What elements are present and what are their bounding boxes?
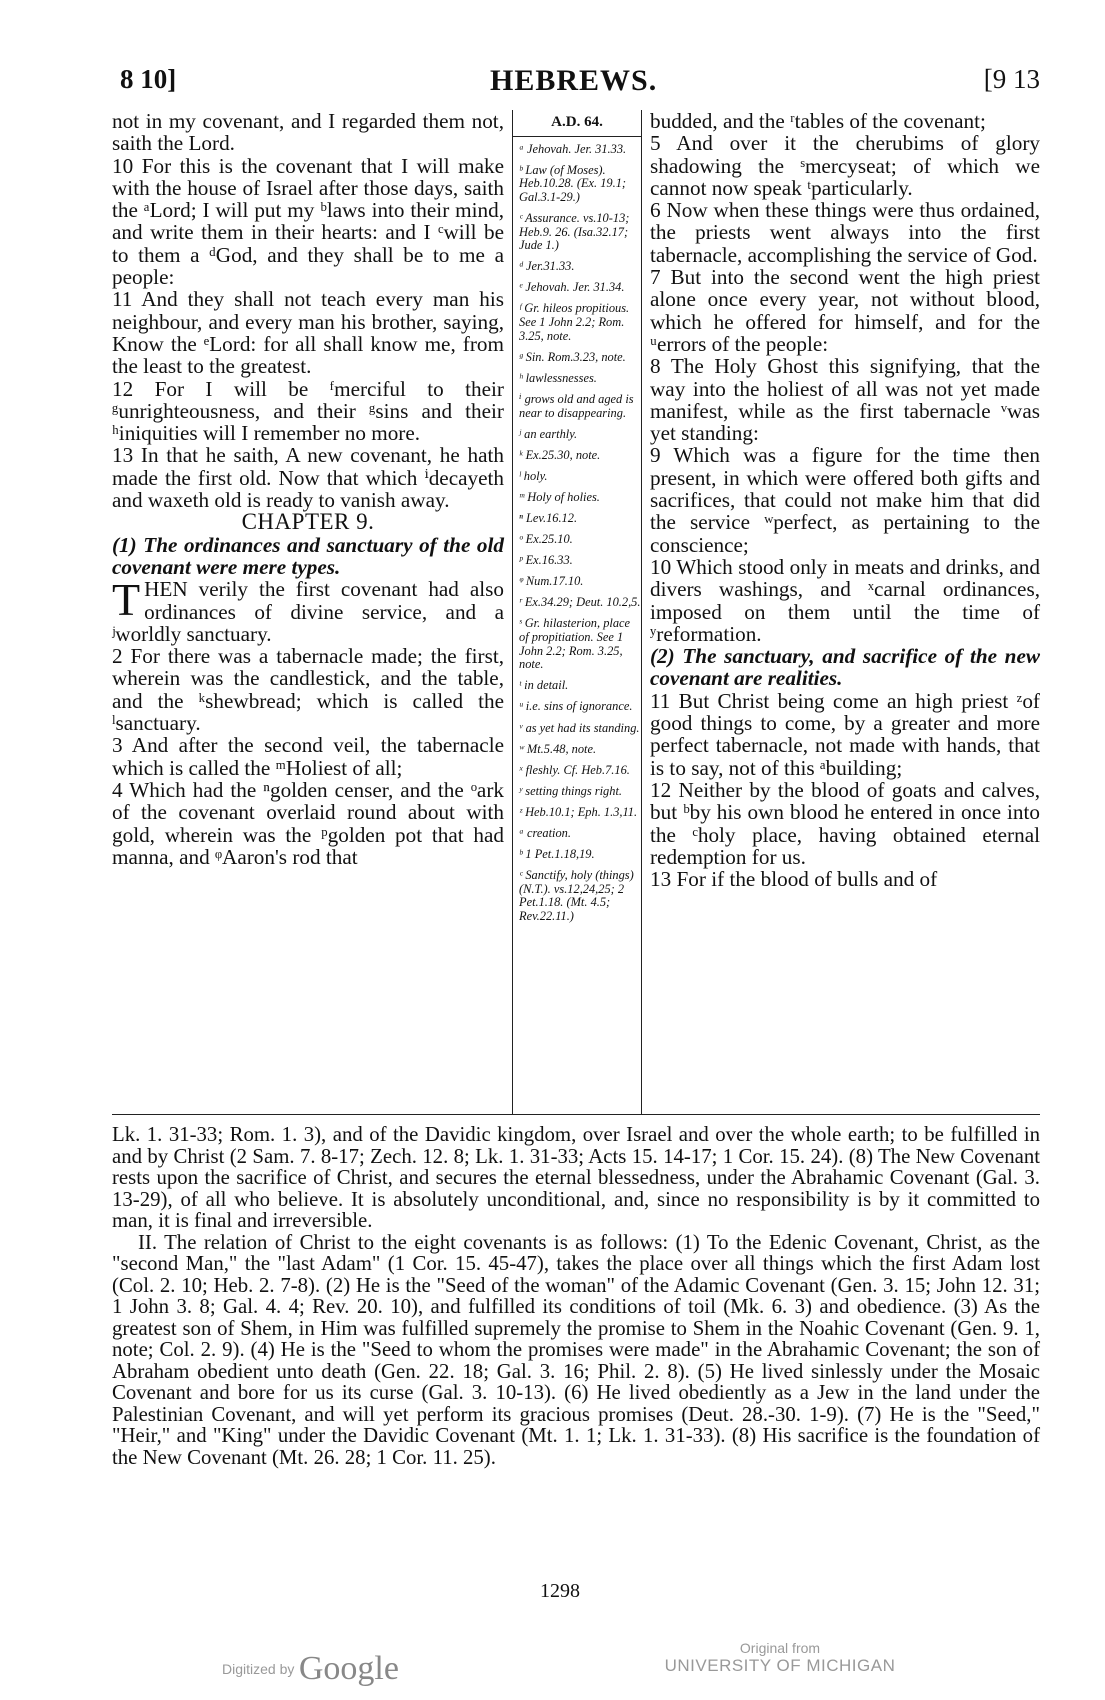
marginal-note: ᵃ Jehovah. Jer. 31.33. — [519, 141, 627, 156]
verse-paragraph: 10 For this is the covenant that I will make with the house of Israel after those days, saith the ᵃLord; I will put my ᵇlaws into their mind, and write them in their hearts: and I ᶜwill be to them a ᵈGod, and they shall be to me a people: — [112, 153, 504, 290]
verse-paragraph: 5 And over it the cherubims of glory shadowing the ˢmercyseat; of which we cannot now speak ᵗparticularly. — [650, 131, 1040, 200]
left-text-column — [112, 110, 504, 868]
drop-cap: T — [112, 574, 141, 626]
verse-paragraph: 13 In that he saith, A new covenant, he hath made the first old. Now that which ⁱdecayeth and waxeth old is ready to vanish away. — [112, 443, 504, 513]
marginal-note: ᵒ Ex.25.10. — [519, 532, 573, 547]
verse-paragraph: 3 And after the second veil, the tabernacle which is called the ᵐHoliest of all; — [112, 733, 504, 780]
section-heading: (1) The ordinances and sanctuary of the old covenant were mere types. — [112, 532, 504, 579]
marginal-note: ᶜ Assurance. vs.10-13; Heb.9. 26. (Isa.32.17; Jude 1.) — [519, 210, 630, 253]
marginal-note: ᵗ in detail. — [519, 678, 569, 693]
header-chapter-verse-right: [9 13 — [983, 64, 1040, 94]
marginal-notes-list — [519, 143, 641, 924]
marginal-note: ⁱ grows old and aged is near to disappearing. — [519, 391, 634, 420]
verse-paragraph: 8 The Holy Ghost this signifying, that the way into the holiest of all was not yet made manifest, while as the first tabernacle ᵛwas yet standing: — [650, 354, 1040, 446]
marginal-note: ˢ Gr. hilasterion, place of propitiation. See 1 John 2.2; Rom. 3.25, note. — [519, 616, 631, 672]
marginal-note: ᵐ Holy of holies. — [519, 489, 600, 504]
verse-paragraph: 4 Which had the ⁿgolden censer, and the ᵒark of the covenant overlaid round about with gold, wherein was the ᵖgolden pot that had manna, and ᵠAaron's rod that — [112, 777, 504, 869]
chapter-heading: CHAPTER 9. — [241, 509, 375, 535]
marginal-note: ⁿ Lev.16.12. — [519, 510, 578, 525]
right-text-column — [650, 110, 1040, 890]
marginal-note: ᵖ Ex.16.33. — [519, 553, 573, 568]
verse-paragraph: 12 Neither by the blood of goats and calves, but ᵇby his own blood he entered in once into the ᶜholy place, having obtained eternal redemption for us. — [650, 777, 1040, 869]
verse-paragraph: 6 Now when these things were thus ordained, the priests went always into the first tabernacle, accomplishing the service of God. — [650, 198, 1040, 267]
marginal-note: ᶻ Heb.10.1; Eph. 1.3,11. — [519, 804, 638, 819]
verse-paragraph: 13 For if the blood of bulls and of — [650, 867, 938, 892]
original-from-label: Original from — [739, 1640, 821, 1656]
verse-text: HEN verily the first covenant had also ordinances of divine service, and a ʲworldly sanctuary. — [112, 577, 504, 646]
marginal-note: ᵍ Sin. Rom.3.23, note. — [519, 349, 626, 364]
marginal-note: ˣ fleshly. Cf. Heb.7.16. — [519, 762, 630, 777]
marginal-note: ᶜ Sanctify, holy (things) (N.T.). vs.12,24,25; 2 Pet.1.18. (Mt. 4.5; Rev.22.11.) — [519, 868, 634, 923]
page-number: 1298 — [540, 1580, 580, 1602]
book-title: HEBREWS. — [490, 64, 658, 97]
header-chapter-verse-left: 8 10] — [120, 64, 177, 94]
verse-paragraph: 7 But into the second went the high priest alone once every year, not without blood, which he offered for himself, and for the ᵘerrors of the people: — [650, 265, 1040, 356]
marginal-note: ᶠ Gr. hileos propitious. See 1 John 2.2; Rom. 3.25, note. — [519, 301, 630, 343]
marginal-note: ᵛ as yet had its standing. — [519, 720, 640, 735]
marginal-note: ʷ Mt.5.48, note. — [519, 741, 597, 756]
verse-paragraph: 2 For there was a tabernacle made; the first, wherein was the candlestick, and the table, and the ᵏshewbread; which is called the ˡsanctuary. — [112, 644, 504, 736]
marginal-note: ᵈ Jer.31.33. — [519, 259, 575, 274]
running-header — [120, 64, 1040, 104]
verse-paragraph: 11 But Christ being come an high priest ᶻof good things to come, by a greater and more perfect tabernacle, not made with hands, that is to say, not of this ᵃbuilding; — [650, 688, 1040, 780]
marginal-note: ᵘ i.e. sins of ignorance. — [519, 699, 633, 714]
digitized-label: Digitized by — [222, 1661, 295, 1677]
marginal-note: ᵇ 1 Pet.1.18,19. — [519, 847, 595, 862]
marginal-note: ʳ Ex.34.29; Deut. 10.2,5. — [519, 595, 641, 610]
footnote-commentary — [112, 1124, 1040, 1468]
marginal-note: ᵏ Ex.25.30, note. — [519, 447, 601, 462]
marginal-note: ʸ setting things right. — [519, 783, 622, 798]
section-heading: (2) The sanctuary, and sacrifice of the new covenant are realities. — [650, 644, 1040, 691]
marginal-note: ᵇ Law (of Moses). Heb.10.28. (Ex. 19.1; Gal.3.1-29.) — [519, 162, 627, 204]
digitized-by-watermark — [222, 1650, 399, 1688]
text-frame — [112, 110, 1040, 1115]
verse-paragraph — [112, 574, 504, 646]
verse-paragraph: 11 And they shall not teach every man his neighbour, and every man his brother, saying, Know the ᵉLord: for all shall know me, from the least to the greatest. — [112, 287, 504, 379]
marginal-note: ʲ an earthly. — [519, 426, 578, 441]
marginal-note: ˡ holy. — [519, 468, 548, 483]
verse-paragraph: 12 For I will be ᶠmerciful to their ᵍunrighteousness, and their ᵍsins and their ʰiniquities will I remember no more. — [112, 376, 504, 446]
commentary-paragraph: II. The relation of Christ to the eight covenants is as follows: (1) To the Edenic Covenant, Christ, as the "second Man," the "last Adam" (1 Cor. 15. 45-47), takes the place over all things which the first Adam lost (Col. 2. 10; Heb. 2. 7-8). (2) He is the "Seed of the woman" of the Adamic Covenant (Gen. 3. 15; John 12. 31; 1 John 3. 8; Gal. 4. 4; Rev. 20. 10), and fulfilled its conditions of toil (Mk. 6. 3) and obedience. (3) As the greatest son of Shem, in Him was fulfilled supremely the promise to Shem in the Noahic Covenant (Gen. 9. 1, note; Col. 2. 9). (4) He is the "Seed to whom the promises were made" in the Abrahamic Covenant; the son of Abraham obedient unto death (Gen. 22. 18; Gal. 3. 16; Phil. 2. 8). (5) He lived sinlessly under the Mosaic Covenant and bore for us its curse (Gal. 3. 10-13). (6) He lived obediently as a Jew in the land under the Palestinian Covenant, and will yet perform its gracious promises (Deut. 28.-30. 1-9). (7) He is the "Seed," "Heir," and "King" under the Davidic Covenant (Mt. 1. 1; Lk. 1. 31-33). (8) His sacrifice is the foundation of the New Covenant (Mt. 26. 28; 1 Cor. 11. 25). — [112, 1230, 1040, 1469]
marginal-note: ᵉ Jehovah. Jer. 31.34. — [519, 280, 625, 295]
verse-paragraph: 10 Which stood only in meats and drinks, and divers washings, and ˣcarnal ordinances, imposed on them until the time of ʸreformation. — [650, 554, 1040, 646]
institution-name: UNIVERSITY OF MICHIGAN — [664, 1656, 896, 1675]
date-label: A.D. 64. — [513, 110, 641, 137]
marginal-note: ᵠ Num.17.10. — [519, 574, 584, 589]
commentary-paragraph: Lk. 1. 31-33; Rom. 1. 3), and of the Davidic kingdom, over Israel and over the whole earth; to be fulfilled in and by Christ (2 Sam. 7. 8-17; Zech. 12. 8; Lk. 1. 31-33; Acts 15. 14-17; 1 Cor. 15. 24). (8) The New Covenant rests upon the sacrifice of Christ, and secures the eternal blessedness, under the Abrahamic Covenant (Gal. 3. 13-29), of all who believe. It is absolutely unconditional, and, since no responsibility is by it committed to man, it is final and irreversible. — [112, 1123, 1040, 1232]
marginal-note: ʰ lawlessnesses. — [519, 370, 597, 385]
verse-paragraph: budded, and the ʳtables of the covenant; — [650, 109, 986, 133]
marginal-note: ᵃ creation. — [519, 825, 571, 840]
marginal-references-column — [512, 110, 642, 1114]
verse-paragraph: 9 Which was a figure for the time then present, in which were offered both gifts and sacrifices, that could not make him that did the service ʷperfect, as pertaining to the conscience; — [650, 443, 1040, 557]
source-attribution — [660, 1640, 900, 1676]
google-logo: Google — [298, 1650, 399, 1687]
verse-paragraph: not in my covenant, and I regarded them not, saith the Lord. — [112, 109, 504, 156]
